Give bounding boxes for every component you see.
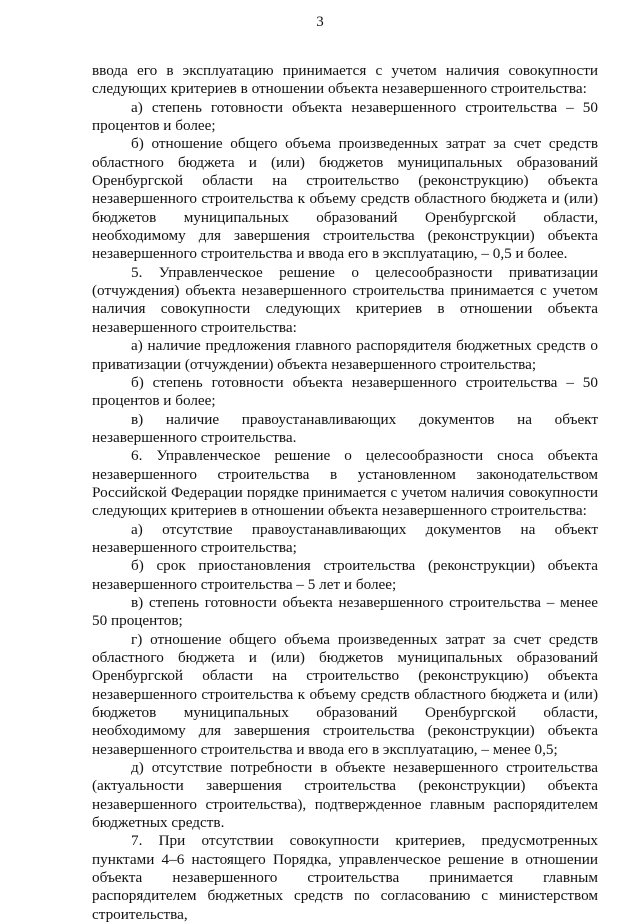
paragraph: 6. Управленческое решение о целесообразности сноса объекта незавершенного строительства в установленном законодательством Российской Федерации порядке принимается с учетом наличия совокупности следующих критериев в отношении объекта незавершенного строительства: [92,447,598,520]
paragraph: б) отношение общего объема произведенных затрат за счет средств областного бюджета и (или) бюджетов муниципальных образований Оренбургской области на строительство (реконструкцию) объекта незавершенного строительства к объему средств областного бюджета и (или) бюджетов муниципальных образований Оренбургской области, необходимому для завершения строительства (реконструкции) объекта незавершенного строительства и ввода его в эксплуатацию, – 0,5 и более. [92,135,598,263]
paragraph: а) степень готовности объекта незавершенного строительства – 50 процентов и более; [92,98,598,135]
paragraph: в) степень готовности объекта незавершенного строительства – менее 50 процентов; [92,593,598,630]
paragraph: 7. При отсутствии совокупности критериев, предусмотренных пунктами 4–6 настоящего Порядка, управленческое решение в отношении объекта незавершенного строительства принимается главным распорядителем бюджетных средств по согласованию с министерством строительства, [92,832,598,923]
paragraph: а) наличие предложения главного распорядителя бюджетных средств о приватизации (отчуждении) объекта незавершенного строительства; [92,337,598,373]
paragraph: д) отсутствие потребности в объекте незавершенного строительства (актуальности завершения строительства (реконструкции) объекта незавершенного строительства), подтвержденное главным распорядителем бюджетных средств. [92,759,598,832]
paragraph: ввода его в эксплуатацию принимается с учетом наличия совокупности следующих критериев в отношении объекта незавершенного строительства: [92,62,598,98]
paragraph: г) отношение общего объема произведенных затрат за счет средств областного бюджета и (или) бюджетов муниципальных образований Оренбургской области на строительство (реконструкцию) объекта незавершенного строительства к объему средств областного бюджета и (или) бюджетов муниципальных образований Оренбургской области, необходимому для завершения строительства (реконструкции) объекта незавершенного строительства и ввода его в эксплуатацию, – менее 0,5; [92,630,598,758]
document-body [92,62,598,924]
paragraph: б) степень готовности объекта незавершенного строительства – 50 процентов и более; [92,373,598,410]
page-number: 3 [316,14,324,30]
paragraph: 5. Управленческое решение о целесообразности приватизации (отчуждения) объекта незавершенного строительства принимается с учетом наличия совокупности следующих критериев в отношении объекта незавершенного строительства: [92,263,598,336]
paragraph: б) срок приостановления строительства (реконструкции) объекта незавершенного строительства – 5 лет и более; [92,557,598,593]
paragraph: а) отсутствие правоустанавливающих документов на объект незавершенного строительства; [92,520,598,556]
paragraph: в) наличие правоустанавливающих документов на объект незавершенного строительства. [92,410,598,446]
